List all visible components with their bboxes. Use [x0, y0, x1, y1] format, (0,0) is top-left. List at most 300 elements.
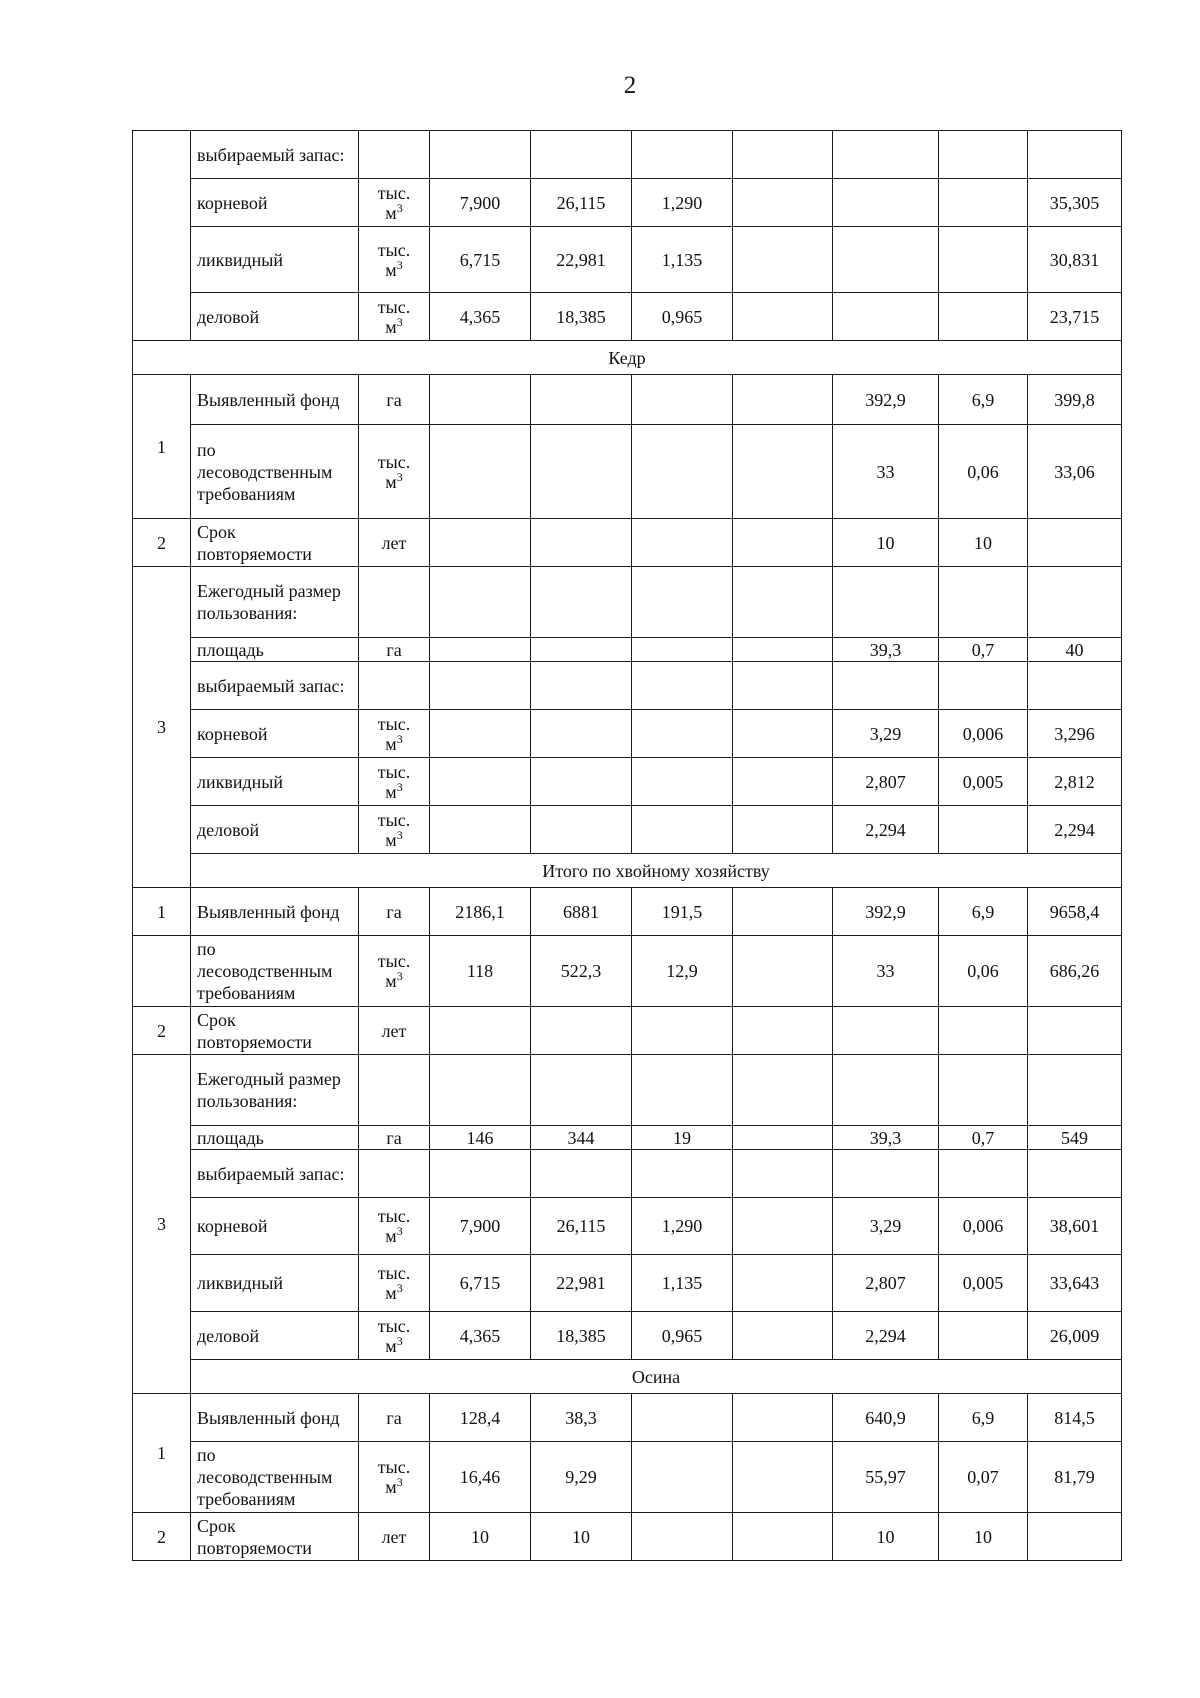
table-row [133, 131, 1122, 179]
value-col-2 [531, 1007, 632, 1055]
value-total: 35,305 [1028, 179, 1122, 227]
unit-cell [359, 179, 430, 227]
value-total [1028, 1150, 1122, 1198]
value-col-1 [430, 375, 531, 425]
value-col-2 [531, 425, 632, 519]
value-total: 81,79 [1028, 1442, 1122, 1513]
row-number: 1 [133, 888, 191, 936]
value-col-6: 10 [939, 519, 1028, 567]
value-col-2 [531, 1150, 632, 1198]
table-row [133, 425, 1122, 519]
value-col-1: 7,900 [430, 1198, 531, 1255]
value-col-4 [733, 710, 833, 758]
value-col-2: 522,3 [531, 936, 632, 1007]
value-total: 30,831 [1028, 227, 1122, 293]
value-col-2 [531, 131, 632, 179]
unit-thous: тыс. [377, 182, 411, 203]
value-col-4 [733, 519, 833, 567]
row-number: 1 [133, 375, 191, 519]
unit-cubic-meter: $м^3$ [385, 1475, 403, 1497]
unit-cell [359, 1198, 430, 1255]
unit-cell [359, 1312, 430, 1360]
value-col-6 [939, 1007, 1028, 1055]
unit-thous: тыс. [377, 761, 411, 782]
unit-cell [359, 1442, 430, 1513]
value-col-6: 0,005 [939, 1255, 1028, 1312]
value-col-6: 0,7 [939, 638, 1028, 662]
indicator-name: Срок повторяемости [191, 1007, 359, 1055]
value-col-3 [632, 662, 733, 710]
value-col-2: 18,385 [531, 293, 632, 341]
value-col-5: 392,9 [833, 375, 939, 425]
value-col-6: 6,9 [939, 888, 1028, 936]
value-col-3: 0,965 [632, 293, 733, 341]
unit-thous: тыс. [377, 713, 411, 734]
value-col-3 [632, 131, 733, 179]
value-col-5: 3,29 [833, 710, 939, 758]
unit-thous: тыс. [377, 1263, 411, 1283]
value-col-2 [531, 1055, 632, 1126]
value-col-4 [733, 179, 833, 227]
value-col-1: 128,4 [430, 1394, 531, 1442]
value-col-2: 10 [531, 1513, 632, 1561]
value-col-2: 22,981 [531, 1255, 632, 1312]
table-row [133, 758, 1122, 806]
value-total [1028, 662, 1122, 710]
value-col-3: 1,135 [632, 1255, 733, 1312]
value-col-3: 1,135 [632, 227, 733, 293]
table-row [133, 1007, 1122, 1055]
value-col-5 [833, 662, 939, 710]
unit-cell [359, 131, 430, 179]
value-col-4 [733, 662, 833, 710]
unit-thous: тыс. [377, 809, 411, 830]
indicator-name: по лесоводственным требованиям [191, 425, 359, 519]
unit-thous: тыс. [377, 951, 411, 971]
value-col-1 [430, 519, 531, 567]
value-total [1028, 567, 1122, 638]
unit-cubic-meter: $м^3$ [385, 200, 403, 223]
indicator-name: деловой [191, 1312, 359, 1360]
unit-cubic-meter: $м^3$ [385, 257, 403, 280]
table-row [133, 567, 1122, 638]
table-row [133, 1255, 1122, 1312]
value-col-5 [833, 131, 939, 179]
value-total [1028, 1007, 1122, 1055]
value-col-1 [430, 1150, 531, 1198]
row-number: 1 [133, 1394, 191, 1513]
value-col-6 [939, 1055, 1028, 1126]
value-col-2 [531, 375, 632, 425]
value-total [1028, 1513, 1122, 1561]
indicator-name: Выявленный фонд [191, 1394, 359, 1442]
value-col-2: 18,385 [531, 1312, 632, 1360]
unit-superscript: 3 [396, 1224, 403, 1238]
value-total: 9658,4 [1028, 888, 1122, 936]
row-number: 2 [133, 1007, 191, 1055]
value-col-6: 10 [939, 1513, 1028, 1561]
indicator-name: Выявленный фонд [191, 375, 359, 425]
value-total: 40 [1028, 638, 1122, 662]
table-row [133, 293, 1122, 341]
unit-thous: тыс. [377, 1457, 411, 1477]
indicator-name: Срок повторяемости [191, 1513, 359, 1561]
indicator-name: выбираемый запас: [191, 662, 359, 710]
value-col-6: 0,06 [939, 425, 1028, 519]
value-col-5: 3,29 [833, 1198, 939, 1255]
value-total: 399,8 [1028, 375, 1122, 425]
table-row [133, 1126, 1122, 1150]
unit-cell [359, 662, 430, 710]
table-row [133, 638, 1122, 662]
table-row [133, 375, 1122, 425]
indicator-name: ликвидный [191, 1255, 359, 1312]
indicator-name: корневой [191, 1198, 359, 1255]
unit-thous: тыс. [377, 451, 411, 472]
indicator-name: корневой [191, 179, 359, 227]
unit-cell: лет [359, 519, 430, 567]
value-col-2 [531, 806, 632, 854]
unit-superscript: 3 [396, 200, 403, 215]
value-col-4 [733, 567, 833, 638]
unit-cubic-meter: $м^3$ [385, 314, 403, 337]
table-row [133, 179, 1122, 227]
indicator-name: Ежегодный размер пользования: [191, 567, 359, 638]
unit-cell: га [359, 375, 430, 425]
value-col-4 [733, 1007, 833, 1055]
table-row [133, 806, 1122, 854]
section-title: Кедр [133, 341, 1122, 375]
indicator-name: корневой [191, 710, 359, 758]
indicator-name: Ежегодный размер пользования: [191, 1055, 359, 1126]
unit-cell: га [359, 888, 430, 936]
unit-superscript: 3 [396, 779, 403, 794]
value-col-5: 2,294 [833, 806, 939, 854]
value-col-1: 7,900 [430, 179, 531, 227]
value-col-5: 10 [833, 1513, 939, 1561]
value-col-2: 26,115 [531, 1198, 632, 1255]
unit-cubic-meter: $м^3$ [385, 1281, 403, 1303]
unit-cell: га [359, 1126, 430, 1150]
value-col-5 [833, 1055, 939, 1126]
value-total: 23,715 [1028, 293, 1122, 341]
value-col-4 [733, 227, 833, 293]
value-col-5: 39,3 [833, 1126, 939, 1150]
table-row [133, 1394, 1122, 1442]
value-total: 686,26 [1028, 936, 1122, 1007]
value-col-4 [733, 806, 833, 854]
value-col-1: 4,365 [430, 293, 531, 341]
row-number: 2 [133, 519, 191, 567]
value-col-4 [733, 293, 833, 341]
section-title: Итого по хвойному хозяйству [191, 854, 1122, 888]
value-col-2 [531, 662, 632, 710]
unit-cubic-meter: $м^3$ [385, 469, 403, 492]
value-col-2 [531, 567, 632, 638]
value-col-5: 33 [833, 936, 939, 1007]
value-col-6 [939, 1312, 1028, 1360]
row-number [133, 131, 191, 341]
indicator-name: Срок повторяемости [191, 519, 359, 567]
indicator-name: площадь [191, 638, 359, 662]
page-number: 2 [623, 72, 637, 99]
unit-cubic-meter: $м^3$ [385, 827, 403, 850]
unit-thous: тыс. [377, 1206, 411, 1226]
value-total: 33,06 [1028, 425, 1122, 519]
unit-thous: тыс. [377, 1315, 411, 1336]
value-col-6 [939, 1150, 1028, 1198]
section-row [133, 341, 1122, 375]
value-col-4 [733, 1055, 833, 1126]
indicator-name: выбираемый запас: [191, 131, 359, 179]
value-col-3 [632, 806, 733, 854]
value-col-4 [733, 1312, 833, 1360]
section-title: Осина [191, 1360, 1122, 1394]
value-total [1028, 1055, 1122, 1126]
unit-cell [359, 758, 430, 806]
value-col-2: 344 [531, 1126, 632, 1150]
unit-cell: лет [359, 1007, 430, 1055]
unit-superscript: 3 [396, 1281, 403, 1295]
row-number: 3 [133, 567, 191, 888]
section-row [133, 1360, 1122, 1394]
value-col-1 [430, 1055, 531, 1126]
table-row [133, 1198, 1122, 1255]
row-number [133, 936, 191, 1007]
unit-superscript: 3 [396, 969, 403, 983]
value-col-1 [430, 662, 531, 710]
unit-cubic-meter: $м^3$ [385, 969, 403, 991]
value-col-3: 19 [632, 1126, 733, 1150]
value-col-3 [632, 1442, 733, 1513]
table-row [133, 710, 1122, 758]
unit-cubic-meter: $м^3$ [385, 731, 403, 754]
unit-thous: тыс. [377, 239, 411, 260]
value-col-4 [733, 758, 833, 806]
unit-superscript: 3 [396, 1333, 403, 1348]
value-total: 38,601 [1028, 1198, 1122, 1255]
unit-cubic-meter: $м^3$ [385, 779, 403, 802]
value-col-2: 26,115 [531, 179, 632, 227]
value-col-2 [531, 758, 632, 806]
value-col-5 [833, 179, 939, 227]
value-col-4 [733, 1255, 833, 1312]
value-col-3 [632, 567, 733, 638]
unit-cell: лет [359, 1513, 430, 1561]
value-col-3 [632, 1007, 733, 1055]
value-col-4 [733, 888, 833, 936]
value-total: 549 [1028, 1126, 1122, 1150]
unit-superscript: 3 [396, 827, 403, 842]
value-col-1: 6,715 [430, 227, 531, 293]
indicator-name: площадь [191, 1126, 359, 1150]
value-col-1 [430, 638, 531, 662]
value-col-3 [632, 758, 733, 806]
value-col-6 [939, 293, 1028, 341]
value-col-6: 0,006 [939, 1198, 1028, 1255]
value-col-3: 12,9 [632, 936, 733, 1007]
unit-superscript: 3 [396, 257, 403, 272]
unit-cell [359, 710, 430, 758]
value-col-1: 4,365 [430, 1312, 531, 1360]
indicator-name: по лесоводственным требованиям [191, 1442, 359, 1513]
unit-cell [359, 1150, 430, 1198]
value-col-5: 2,294 [833, 1312, 939, 1360]
indicator-name: по лесоводственным требованиям [191, 936, 359, 1007]
value-col-3: 0,965 [632, 1312, 733, 1360]
value-col-4 [733, 936, 833, 1007]
unit-cubic-meter: $м^3$ [385, 1224, 403, 1246]
table-row [133, 1513, 1122, 1561]
value-col-4 [733, 1513, 833, 1561]
value-col-5: 55,97 [833, 1442, 939, 1513]
unit-superscript: 3 [396, 731, 403, 746]
value-total: 26,009 [1028, 1312, 1122, 1360]
unit-cubic-meter: $м^3$ [385, 1333, 403, 1356]
table-row [133, 519, 1122, 567]
value-col-6: 0,06 [939, 936, 1028, 1007]
value-col-5: 10 [833, 519, 939, 567]
value-col-6: 0,006 [939, 710, 1028, 758]
value-col-4 [733, 1198, 833, 1255]
value-col-6: 0,07 [939, 1442, 1028, 1513]
value-col-6 [939, 567, 1028, 638]
value-col-1 [430, 806, 531, 854]
value-total [1028, 131, 1122, 179]
table-row [133, 1442, 1122, 1513]
row-number: 2 [133, 1513, 191, 1561]
value-col-1 [430, 425, 531, 519]
table-row [133, 662, 1122, 710]
value-col-3 [632, 1055, 733, 1126]
value-col-4 [733, 1126, 833, 1150]
forest-use-table [132, 130, 1122, 1561]
unit-cell [359, 806, 430, 854]
indicator-name: деловой [191, 806, 359, 854]
value-col-3 [632, 638, 733, 662]
unit-superscript: 3 [396, 469, 403, 484]
value-total: 33,643 [1028, 1255, 1122, 1312]
value-col-1: 16,46 [430, 1442, 531, 1513]
table-row [133, 888, 1122, 936]
value-col-6 [939, 227, 1028, 293]
value-col-2: 38,3 [531, 1394, 632, 1442]
value-total: 2,812 [1028, 758, 1122, 806]
value-col-3 [632, 519, 733, 567]
unit-thous: тыс. [377, 296, 411, 317]
value-total: 2,294 [1028, 806, 1122, 854]
value-col-5: 392,9 [833, 888, 939, 936]
value-col-5: 2,807 [833, 1255, 939, 1312]
value-col-2 [531, 710, 632, 758]
value-col-1 [430, 131, 531, 179]
value-col-6: 6,9 [939, 1394, 1028, 1442]
table-row [133, 1150, 1122, 1198]
value-col-1: 10 [430, 1513, 531, 1561]
value-col-3 [632, 425, 733, 519]
indicator-name: ликвидный [191, 758, 359, 806]
value-col-1 [430, 758, 531, 806]
value-col-1 [430, 710, 531, 758]
value-col-1: 2186,1 [430, 888, 531, 936]
table-row [133, 1055, 1122, 1126]
value-col-4 [733, 425, 833, 519]
value-col-1: 6,715 [430, 1255, 531, 1312]
unit-cell [359, 936, 430, 1007]
unit-cell [359, 1255, 430, 1312]
value-col-3 [632, 375, 733, 425]
value-col-5: 39,3 [833, 638, 939, 662]
value-col-2: 9,29 [531, 1442, 632, 1513]
value-col-3 [632, 1513, 733, 1561]
unit-cell: га [359, 638, 430, 662]
unit-cell [359, 567, 430, 638]
value-col-1: 146 [430, 1126, 531, 1150]
value-col-6 [939, 806, 1028, 854]
value-col-4 [733, 131, 833, 179]
value-col-3: 191,5 [632, 888, 733, 936]
indicator-name: деловой [191, 293, 359, 341]
table-row [133, 227, 1122, 293]
value-total [1028, 519, 1122, 567]
unit-superscript: 3 [396, 1475, 403, 1489]
value-col-3: 1,290 [632, 1198, 733, 1255]
value-col-5 [833, 293, 939, 341]
unit-cell [359, 1055, 430, 1126]
table-row [133, 936, 1122, 1007]
unit-cell [359, 227, 430, 293]
value-col-3 [632, 1150, 733, 1198]
indicator-name: ликвидный [191, 227, 359, 293]
indicator-name: выбираемый запас: [191, 1150, 359, 1198]
value-col-4 [733, 375, 833, 425]
value-col-4 [733, 638, 833, 662]
value-col-5 [833, 1150, 939, 1198]
value-col-3 [632, 1394, 733, 1442]
value-col-1 [430, 567, 531, 638]
unit-cell [359, 293, 430, 341]
value-col-5 [833, 1007, 939, 1055]
value-col-1 [430, 1007, 531, 1055]
value-col-5 [833, 227, 939, 293]
unit-cell: га [359, 1394, 430, 1442]
value-total: 3,296 [1028, 710, 1122, 758]
value-col-6 [939, 662, 1028, 710]
value-col-2 [531, 638, 632, 662]
value-col-6 [939, 131, 1028, 179]
value-col-4 [733, 1150, 833, 1198]
value-col-2: 22,981 [531, 227, 632, 293]
unit-cell [359, 425, 430, 519]
value-col-3 [632, 710, 733, 758]
value-col-5: 33 [833, 425, 939, 519]
value-col-6: 6,9 [939, 375, 1028, 425]
value-col-2 [531, 519, 632, 567]
value-col-5: 640,9 [833, 1394, 939, 1442]
value-col-1: 118 [430, 936, 531, 1007]
unit-superscript: 3 [396, 314, 403, 329]
value-col-6: 0,7 [939, 1126, 1028, 1150]
value-col-4 [733, 1442, 833, 1513]
indicator-name: Выявленный фонд [191, 888, 359, 936]
value-col-5: 2,807 [833, 758, 939, 806]
section-row [133, 854, 1122, 888]
row-number: 3 [133, 1055, 191, 1394]
value-col-4 [733, 1394, 833, 1442]
value-col-5 [833, 567, 939, 638]
value-col-3: 1,290 [632, 179, 733, 227]
value-total: 814,5 [1028, 1394, 1122, 1442]
